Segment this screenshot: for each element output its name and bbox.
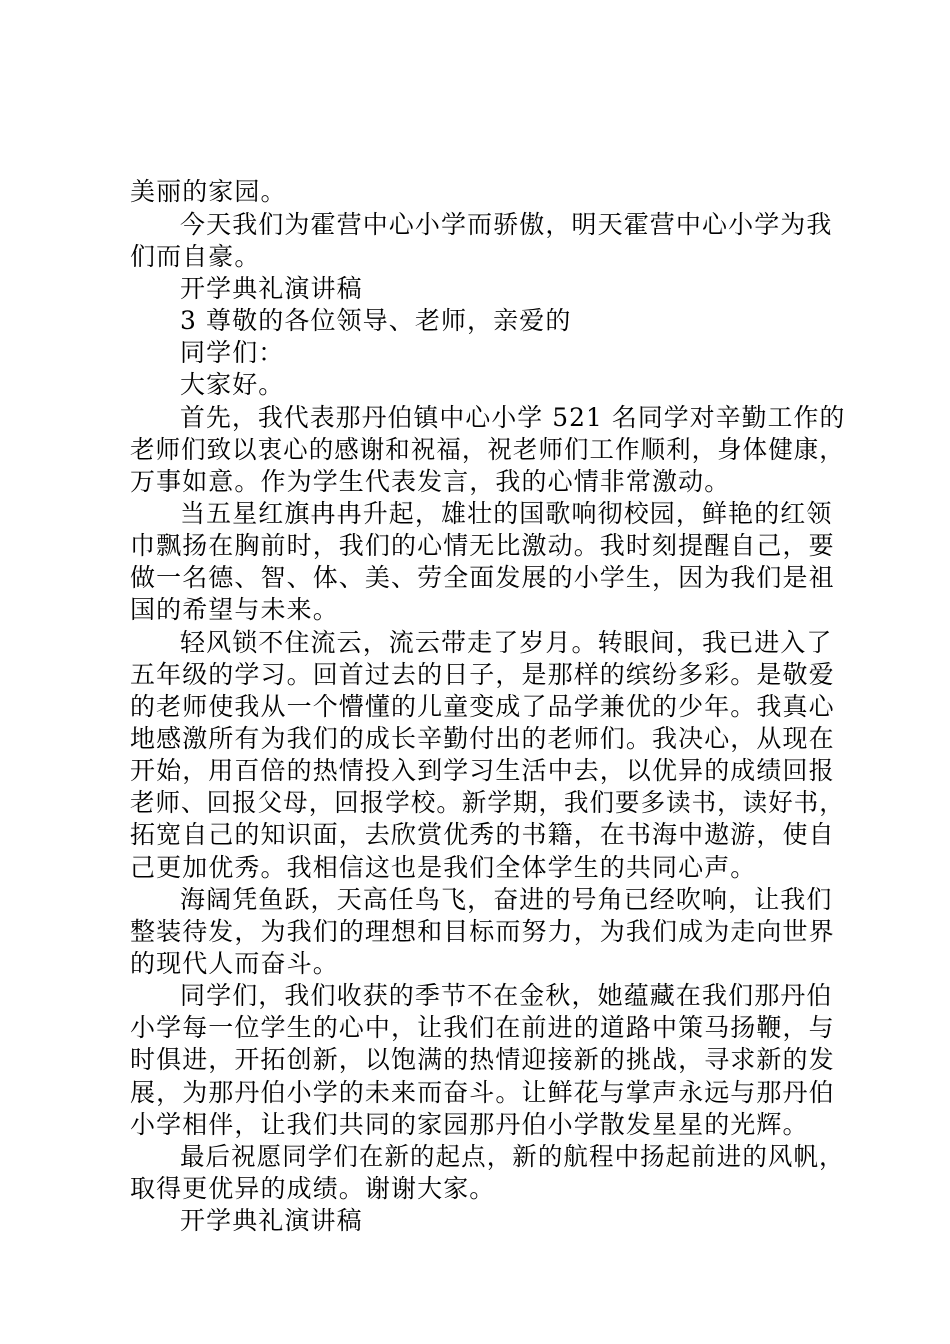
text-line: 当五星红旗冉冉升起，雄壮的国歌响彻校园，鲜艳的红领 <box>180 499 833 528</box>
text-line: 大家好。 <box>180 370 285 399</box>
text-line: 3 尊敬的各位领导、老师，亲爱的 <box>180 306 572 335</box>
text-line: 国的希望与未来。 <box>130 595 339 624</box>
text-line: 拓宽自己的知识面，去欣赏优秀的书籍，在书海中遨游，使自 <box>130 820 835 849</box>
text-line: 今天我们为霍营中心小学而骄傲，明天霍营中心小学为我 <box>180 210 833 239</box>
text-line: 开始，用百倍的热情投入到学习生活中去，以优异的成绩回报 <box>130 756 835 785</box>
text-line: 同学们，我们收获的季节不在金秋，她蕴藏在我们那丹伯 <box>180 981 833 1010</box>
text-line: 美丽的家园。 <box>130 177 287 206</box>
text-line: 的老师使我从一个懵懂的儿童变成了品学兼优的少年。我真心 <box>130 692 835 721</box>
text-line: 小学每一位学生的心中，让我们在前进的道路中策马扬鞭，与 <box>130 1013 835 1042</box>
text-line: 展，为那丹伯小学的未来而奋斗。让鲜花与掌声永远与那丹伯 <box>130 1078 835 1107</box>
text-line: 轻风锁不住流云，流云带走了岁月。转眼间，我已进入了 <box>180 628 833 657</box>
text-line: 时俱进，开拓创新，以饱满的热情迎接新的挑战，寻求新的发 <box>130 1045 835 1074</box>
text-line: 海阔凭鱼跃，天高任鸟飞，奋进的号角已经吹响，让我们 <box>180 885 833 914</box>
text-line: 做一名德、智、体、美、劳全面发展的小学生，因为我们是祖 <box>130 563 835 592</box>
text-line: 的现代人而奋斗。 <box>130 949 339 978</box>
text-line: 小学相伴，让我们共同的家园那丹伯小学散发星星的光辉。 <box>130 1110 809 1139</box>
text-line: 取得更优异的成绩。谢谢大家。 <box>130 1174 496 1203</box>
text-line: 老师们致以衷心的感谢和祝福，祝老师们工作顺利，身体健康， <box>130 435 845 464</box>
text-line: 万事如意。作为学生代表发言，我的心情非常激动。 <box>130 467 731 496</box>
text-line: 们而自豪。 <box>130 242 261 271</box>
text-line: 同学们： <box>180 338 285 367</box>
text-line: 整装待发，为我们的理想和目标而努力，为我们成为走向世界 <box>130 917 835 946</box>
text-line: 最后祝愿同学们在新的起点，新的航程中扬起前进的风帆， <box>180 1142 845 1171</box>
text-line: 己更加优秀。我相信这也是我们全体学生的共同心声。 <box>130 853 757 882</box>
heading-line: 开学典礼演讲稿 <box>180 274 363 303</box>
heading-line: 开学典礼演讲稿 <box>180 1206 363 1235</box>
text-line: 地感激所有为我们的成长辛勤付出的老师们。我决心，从现在 <box>130 724 835 753</box>
text-line: 老师、回报父母，回报学校。新学期，我们要多读书，读好书， <box>130 788 845 817</box>
text-line: 首先，我代表那丹伯镇中心小学 521 名同学对辛勤工作的 <box>180 403 846 432</box>
text-line: 巾飘扬在胸前时，我们的心情无比激动。我时刻提醒自己，要 <box>130 531 835 560</box>
text-line: 五年级的学习。回首过去的日子，是那样的缤纷多彩。是敬爱 <box>130 660 835 689</box>
